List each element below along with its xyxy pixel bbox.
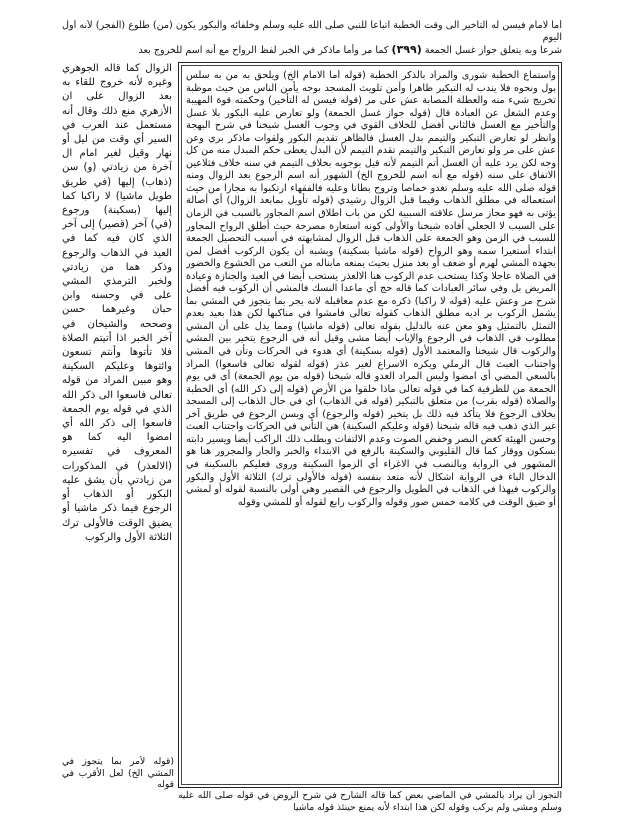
page-header (62, 20, 562, 44)
header-line-2 (62, 44, 562, 60)
commentary-text: واستماع الخطبة شورى والمراد بالذكر الخطبة (قوله أما الامام الخ) ويلحق به من به سلس بول ونحوه فلا يندب له التبكير ظاهرا وأمن تلويث المسجد بوجه يأمن الناس من حيث موظبة تخريج شيء منه والعطلة المصابة عش على مر (قوله فيسن له التأخير) وحكمته قوة المهيبة وعدم الشغل عن العبادة قال (قوله جواز غسل الجمعة) ولو تعارض عليه البكور بلا غسل والتأخير مع الغسل فالثاني أفضل للخلاف القوي في وجوب الغسل شيخنا في شرح البهجة وانظر لو تعارض التبكير والتيمم بدل الغسل فالظاهر تقديم البكور ولقوات ماذكر بري وعن عش على مر ولو تعارض التبكير والتيمم تقدم التيمم لأن البدل يعطى حكم المبدل منه من كل وجه لكن يرد عليه أن الغسل أتم التيمم لأنه قيل بوجوبه بخلاف التيمم في سنه خلاف فثلاعين الاتفاق على سنه (قوله مع أنه اسم للخروج الخ) الشهور أنه اسم الرجوع بعد الزوال ومنه قوله صلى الله عليه وسلم تغدو خماصا وتروح بطانا وعليه فالفقهاء ارتكبوا به مجازا من حيث استعماله في مطلق الذهاب وفيما قبل الزوال رشيدي (قوله تأويل بمابعد الزوال) أي أصالة يؤتى به فهو مجاز مرسل علاقته السببية لكن من باب اطلاق اسم المجاور بالسبب في الزمان على السبب لا الجعلي أفاده شيخنا والأولى كونه استعارة مصرحة حيث أطلق الرواح المجاور للسبب في الزمن وهو الجمعة على الذهاب قبل الزوال لمشابهته في أسبب التحصيل الجمعة ابتداء أستعيرا سمه وهو الرواح (قوله ماشيا بسكينة) وبشبه أن يكون الركوب أفضل لمن يجهده المشي لهرم أو ضعف أو بعد منزل بحيث يمنعه مابناله من التعب من الخشوع والخضور في الصلاة عاجلا وكذا يستحب عدم الركوب هنا الالعذر يستحب أيضا في العيد والجنازة وعيادة المريض بل وفي سائر العبادات كما قاله حج أي ماعدا النسك فالمشي أن الركوب فيه أفضل شرح مر وعش عليه (قوله لا راكبا) ذكره مع عدم معاقبله لانه يجر بما يتجوز في المشي بما يشمل الركوب بر اديه مطلق الذهاب كقوله تعالى فامشوا في مناكبها لكن هذا بعيد بعدم التمثل بالتمثيل وهو معن عنه بالدليل بقوله تعالى (قوله ماشيا) ومما يدل على أن المشي مطلوب في الذهاب في الرجوع والإياب أيضا مشى وقيل أنه في الرجوع يتخير بين المشي والركوب قال شيخنا والمعتمد الأول (قوله بسكينة) أي هدوء في الحركات وتأن في المشي واجتناب العبث قال الرملي ويكره الاسراع لغير عذر (قوله لقوله تعالى فاسعوا) المراد بالسعي المضي أي امضوا وليس المراد العدو قاله شيخنا (قوله من يوم الجمعة) أي في يوم الجمعة من للظرفية كما في قوله تعالى ماذا خلقوا من الأرض (قوله إلى ذكر الله) أي الخطبة والصلاة (قوله بقرب) من متعلق بالتبكير (قوله في الذهاب) أي في حال الذهاب إلى المسجد بخلاف الرجوع فلا يتأكد فيه ذلك بل يتخير (قوله والرجوع) أي ويسن الرجوع في طريق آخر غير الذي ذهب فيه قاله شيخنا (قوله وعليكم السكينة) هي التأني في الحركات واجتناب العبث وحسن الهيئة كغض البصر وخفض الصوت وعدم الالتفات وبطلب ذلك الراكب أيضا ويسير دابته بسكون ووقار كما قال القليوبي والسكينة بالرفع في الابتداء والخبر والجار والمجرور هنا هو المشهور في الرواية وبالنصب في الاغراء أي الزموا السكينة وروى فعليكم بالسكينة في الدخال الباء في الرواية اشكال لأنه متعد بنفسه (قوله فالأولى ترك) الثلاثة الأول والبكور والركوب فيهذا في الذهاب في الطويل والرجوع في القصير وهي أولى بالنسبة لقوله أو لمشي أو ضيق الوقت في كلامه خمس صور وقوله والركوب رابع لقوله أو للمشي وقوله (186, 70, 556, 508)
header-line-2-right: شرعا وبه يتعلق جواز غسل الجمعة (424, 45, 562, 56)
header-line-1: أما لامام فيسن له التأخير الى وقت الخطبة اتباعا للنبي صلى الله عليه وسلم وخلفائه والبكور يكون (من) طلوع (الفجر) لأنه أول اليوم (62, 20, 562, 43)
margin-note: (قوله لأمر بما يتجوز في المشي الخ) لعل الأقرب في قوله (62, 756, 174, 790)
header-line-2-left: كما مر وأما ماذكر في الخبر لفظ الرواح مع أنه اسم للخروج بعد (138, 45, 389, 56)
footnote-text: التجوز أن يراد بالمشي في الماضي بعض كما قاله الشارح في شرح الروض في قوله صلى الله عليه وسلم ومشى ولم يركب وقوله لكن هذا ابتداء لأنه يمنع حينئذ قوله ماشيا (178, 790, 562, 813)
page-number: (٣٩٩) (391, 44, 422, 56)
margin-main-text: الزوال كما قاله الجوهري وغيره لأنه خروج للقاء به بعد الزوال على ان الأزهري منع ذلك وقال أنه مستعمل عند العرب في السير أي وقت من ليل أو نهار وقيل لغير امام ال آخرة من زيادتي (و) سن (ذهاب) إليها (في طريق طويل ماشيا) لا راكبا كما إليها (بسكينة) ورجوع (في) آخر (قصير) إلى آخر الذي كان فيه كما في العيد في الذهاب والرجوع وذكر هما من زيادتي ولخبر الترمذي المشي على في وحسنه وابن حبان وغيرهما حسن وصححه والشيخان في آخر الخبر اذا أتيتم الصلاة فلا تأتوها وأنتم تسعون وائتوها وعليكم السكينة وهو مبين المراد من قوله تعالى فاسعوا الى ذكر الله الذي في قوله يوم الجمعة فاسعوا إلى ذكر الله أي امضوا اليه كما هو المعروف في تفسيره (الالعذر) في المذكورات من زيادتي بأن يشق عليه البكور أو الذهاب أو الرجوع فيما ذكر ماشيا أو يضيق الوقت فالأولى ترك الثلاثة الأول والركوب (62, 63, 172, 543)
